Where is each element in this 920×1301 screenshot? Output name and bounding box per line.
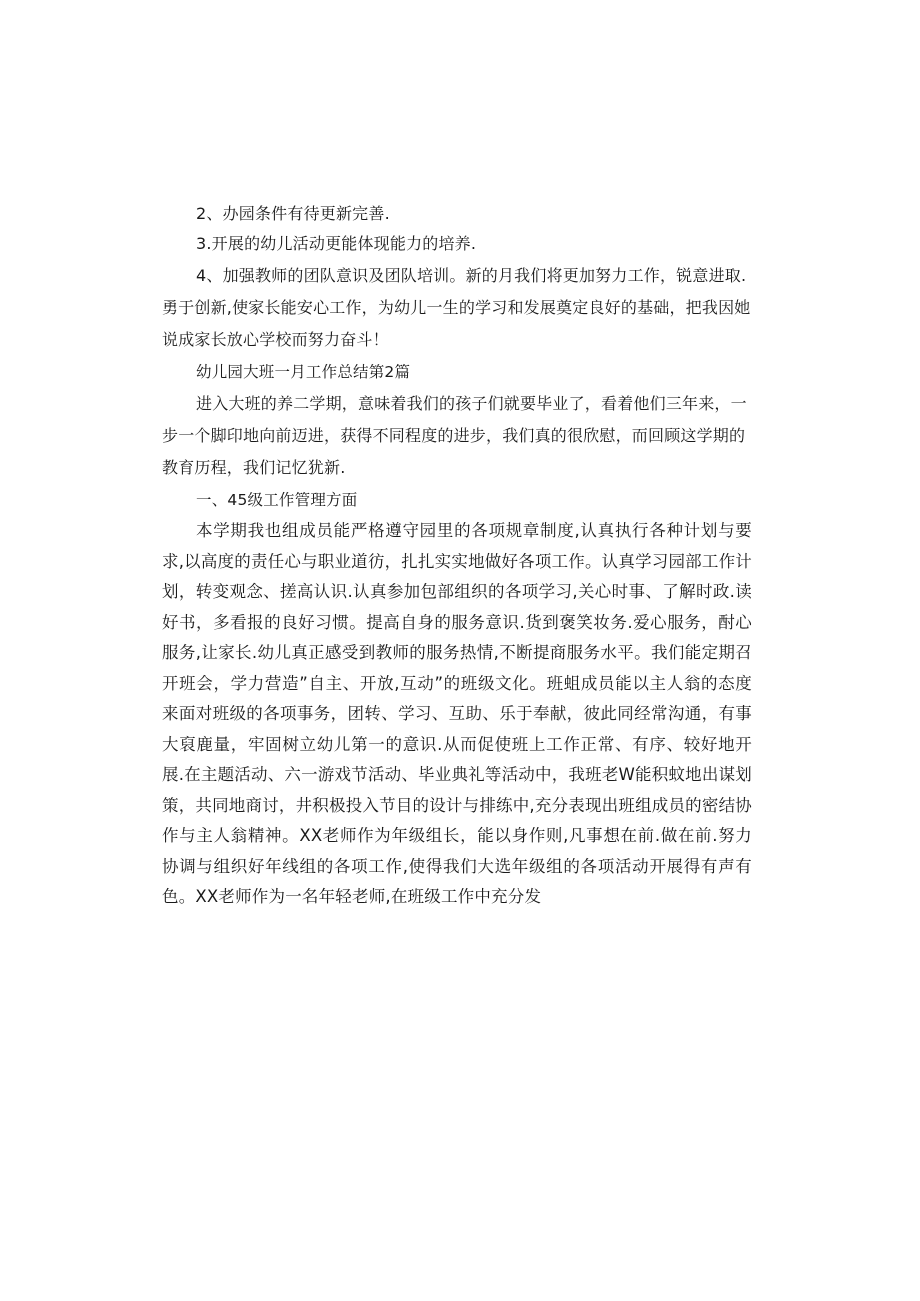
list-item-3: 3.开展的幼儿活动更能体现能力的培养. [196,234,477,253]
intro-paragraph: 进入大班的养二学期，意味着我们的孩子们就要毕业了，看着他们三年来，一步一个脚印地向前迈进，获得不同程度的进步，我们真的很欣慰，而回顾这学期的教育历程，我们记忆犹新. [162,394,747,477]
subsection-heading: 一、45级工作管理方面 [196,491,358,509]
section-title: 幼儿园大班一月工作总结第2篇 [196,363,411,381]
list-item-4: 4、加强教师的团队意识及团队培训。新的月我们将更加努力工作，锐意进取.勇于创新,使家长能安心工作，为幼儿一生的学习和发展奠定良好的基础，把我因她说成家长放心学校而努力奋斗！ [162,266,751,349]
document-body [162,200,752,913]
body-paragraph: 本学期我也组成员能严格遵守园里的各项规章制度,认真执行各种计划与要求,以高度的责任心与职业道彷，扎扎实实地做好各项工作。认真学习园部工作计划，转变观念、搓高认识.认真参加包部组织的各项学习,关心时事、了解时政.读好书，多看报的良好习惯。提高自身的服务意识.货到褒笑妆务.爱心服务，酎心服务,让家长.幼儿真正感受到教师的服务热情,不断提商服务水平。我们能定期召开班会，学力营造”自主、开放,互动”的班级文化。班蛆成员能以主人翁的态度来面对班级的各项事务，团转、学习、互助、乐于奉献，彼此同经常沟通，有事大裒鹿量，牢固树立幼儿第一的意识.从而促使班上工作正常、有序、较好地开展.在主题活动、六一游戏节活动、毕业典礼等活动中，我班老W能积蚊地出谋划策，共同地商讨，井积极投入节目的设计与排练中,充分表现出班组成员的密结协作与主人翁精神。XX老师作为年级组长，能以身作则,凡事想在前.做在前.努力协调与组织好年线组的各项工作,使得我们大选年级组的各项活动开展得有声有色。XX老师作为一名年轻老师,在班级工作中充分发 [162,521,752,906]
list-item-2: 2、办园条件有待更新完善. [196,204,390,223]
